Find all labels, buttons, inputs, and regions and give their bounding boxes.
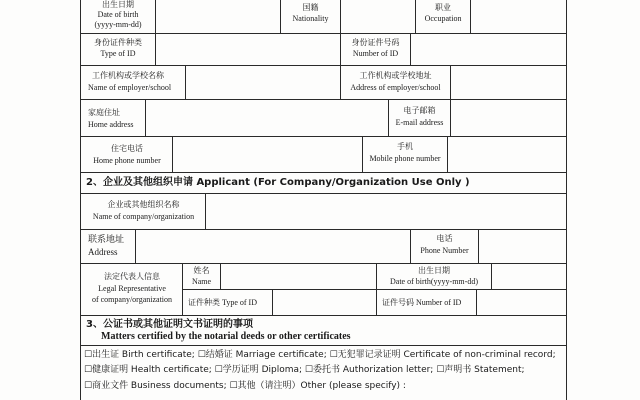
id-number-label-en: Number of ID [352, 49, 399, 58]
birth-format: (yyyy-mm-dd) [94, 20, 142, 29]
email-input[interactable] [451, 100, 566, 136]
nationality-label-zh: 国籍 [302, 3, 319, 12]
row-line [80, 315, 567, 316]
company-phone-input[interactable] [479, 230, 566, 263]
email-label-en: E-mail address [395, 118, 444, 127]
form-right-border [566, 0, 567, 400]
id-type-label-zh: 身份证件种类 [94, 38, 142, 47]
employer-name-label-en: Name of employer/school [88, 83, 172, 92]
mobile-label-zh: 手机 [397, 142, 413, 151]
home-phone-label-en: Home phone number [93, 156, 161, 165]
employer-name-label-zh: 工作机构或学校名称 [92, 71, 164, 80]
rep-id-type-label-en: Type of ID [222, 298, 257, 307]
home-phone-input[interactable] [173, 137, 362, 172]
occupation-label-en: Occupation [424, 14, 462, 23]
rep-id-type-label [188, 298, 257, 308]
home-phone-label-zh: 住宅电话 [111, 144, 143, 153]
home-address-input[interactable] [146, 100, 388, 136]
section2-heading: 2、企业及其他组织申请 Applicant (For Company/Organization Use Only ) [86, 177, 470, 188]
company-name-input[interactable] [206, 194, 566, 229]
id-type-input[interactable] [156, 34, 340, 65]
birth-label-zh: 出生日期 [102, 0, 134, 9]
occupation-input[interactable] [471, 0, 566, 33]
rep-name-label-en: Name [191, 277, 212, 286]
legal-rep-label-en1: Legal Representative [98, 284, 166, 293]
employer-address-input[interactable] [451, 66, 566, 99]
matters-options-line-3[interactable]: ☐商业文件 Business documents; ☐其他（请注明）Other (please specify) : [84, 381, 406, 391]
contact-address-label-en: Address [88, 247, 118, 257]
row-line [80, 345, 567, 346]
section3-heading-zh: 3、公证书或其他证明文书证明的事项 [86, 319, 253, 330]
id-number-input[interactable] [411, 34, 566, 65]
rep-birth-label-en: Date of birth(yyyy-mm-dd) [390, 277, 478, 286]
legal-rep-label-zh: 法定代表人信息 [104, 272, 160, 281]
rep-id-number-input[interactable] [477, 290, 566, 315]
contact-address-input[interactable] [136, 230, 410, 263]
matters-options-line-1[interactable]: ☐出生证 Birth certificate; ☐结婚证 Marriage certificate; ☐无犯罪记录证明 Certificate of non-criminal record; [84, 350, 556, 360]
employer-address-label-en: Address of employer/school [350, 83, 441, 92]
section3-heading-en: Matters certified by the notarial deeds or other certificates [101, 331, 351, 342]
nationality-input[interactable] [341, 0, 415, 33]
rep-birth-input[interactable] [492, 264, 566, 289]
matters-options-line-2[interactable]: ☐健康证明 Health certificate; ☐学历证明 Diploma; ☐委托书 Authorization letter; ☐声明书 Statement; [84, 365, 525, 375]
rep-id-number-label-en: Number of ID [416, 298, 462, 307]
nationality-label-en: Nationality [292, 14, 329, 23]
rep-id-number-label-zh: 证件号码 [382, 298, 414, 307]
rep-birth-label-zh: 出生日期 [418, 266, 450, 275]
rep-id-type-label-zh: 证件种类 [188, 298, 220, 307]
home-address-label-en: Home address [88, 120, 134, 129]
row-line [80, 172, 567, 173]
company-name-label-zh: 企业或其他组织名称 [107, 200, 180, 209]
id-type-label-en: Type of ID [100, 49, 136, 58]
employer-address-label-zh: 工作机构或学校地址 [359, 71, 432, 80]
company-phone-label-en: Phone Number [420, 246, 469, 255]
home-address-label-zh: 家庭住址 [88, 108, 120, 117]
contact-address-label-zh: 联系地址 [88, 235, 125, 245]
occupation-label-zh: 职业 [435, 3, 451, 12]
divider [376, 289, 377, 315]
email-label-zh: 电子邮箱 [403, 106, 436, 115]
birth-label-en: Date of birth [97, 10, 139, 19]
company-name-label-en: Name of company/organization [92, 212, 195, 221]
rep-name-input[interactable] [221, 264, 376, 289]
employer-name-input[interactable] [186, 66, 340, 99]
rep-name-label-zh: 姓名 [193, 266, 210, 275]
birth-input[interactable] [156, 0, 280, 33]
id-number-label-zh: 身份证件号码 [351, 38, 400, 47]
mobile-label-en: Mobile phone number [369, 154, 441, 163]
rep-id-type-input[interactable] [273, 290, 376, 315]
company-phone-label-zh: 电话 [436, 234, 453, 243]
form-left-border [80, 0, 81, 400]
mobile-input[interactable] [448, 137, 566, 172]
legal-rep-label-en2: of company/organization [91, 295, 173, 304]
rep-id-number-label [382, 298, 461, 308]
